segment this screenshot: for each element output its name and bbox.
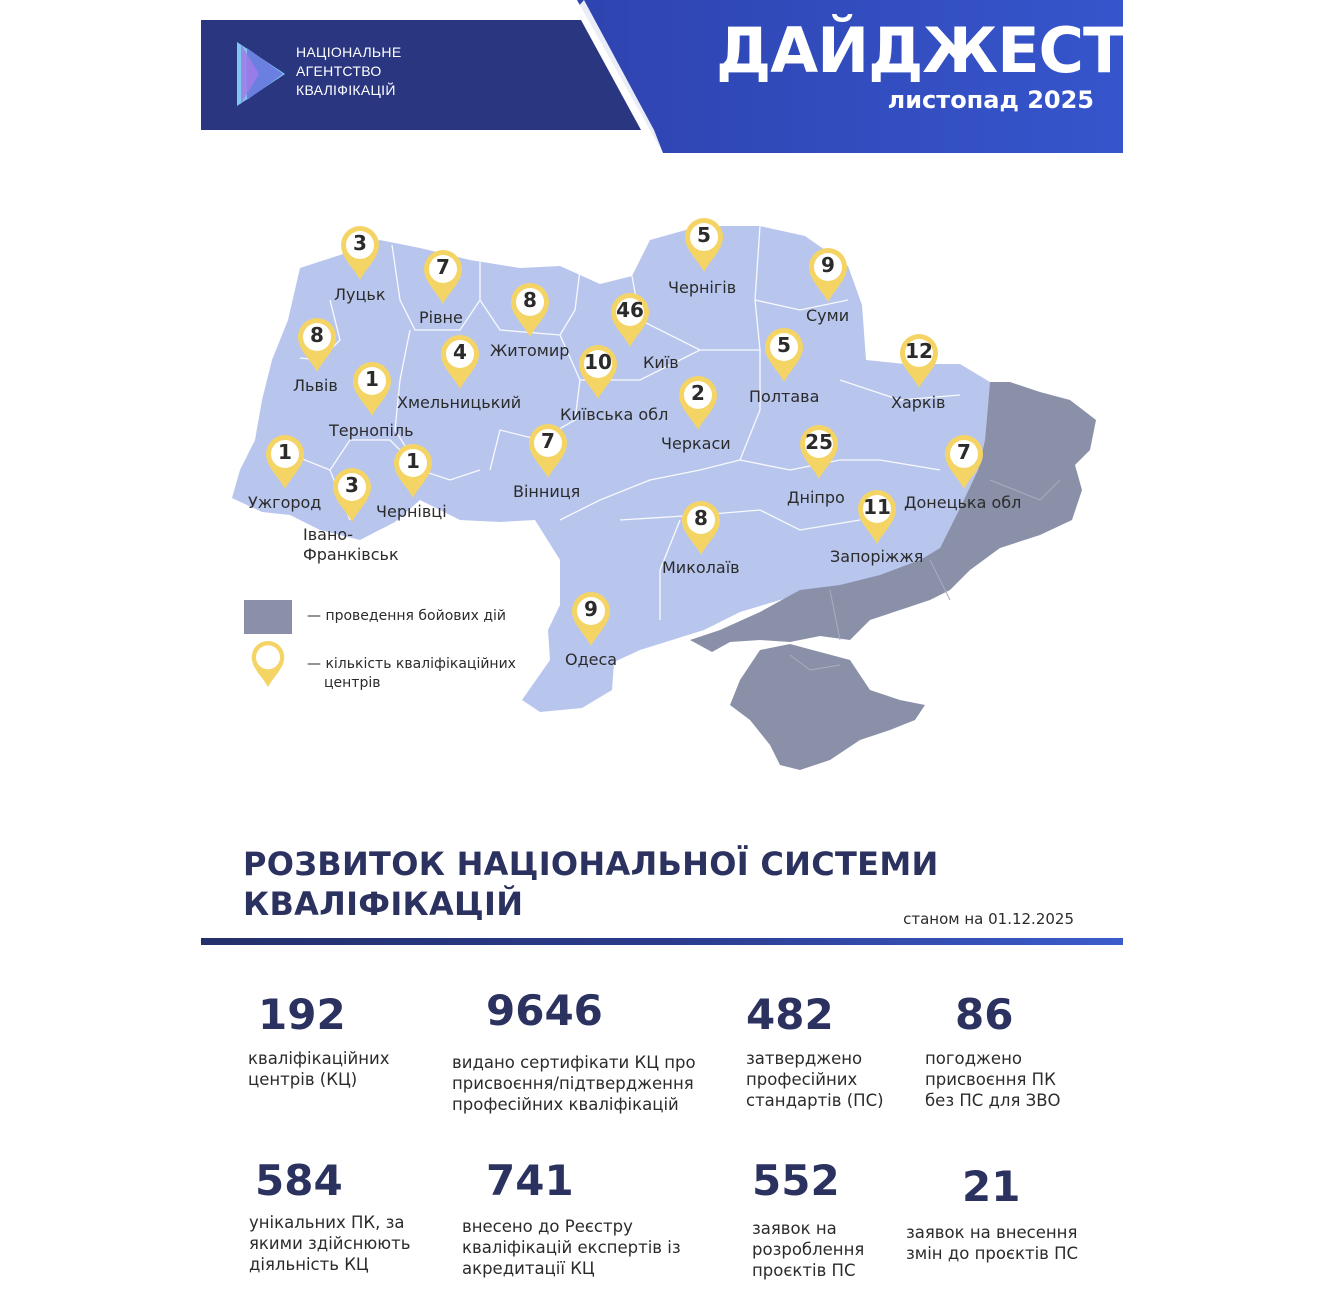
- legend-combat-label: — проведення бойових дій: [307, 608, 507, 624]
- stat-card: [925, 990, 1105, 1111]
- stat-description: [925, 1048, 1105, 1111]
- pin-count: 8: [694, 506, 708, 530]
- digest-title: ДАЙДЖЕСТ: [716, 14, 1125, 87]
- stat-desc-line: кваліфікацій експертів із: [462, 1238, 681, 1257]
- stat-desc-line: професійних кваліфікацій: [452, 1095, 679, 1114]
- pin-count: 3: [345, 473, 359, 497]
- map-pin-kyiv-oblast: [578, 345, 618, 401]
- stat-description: [752, 1218, 902, 1281]
- legend-centers-label: [307, 655, 516, 693]
- stat-desc-line: акредитації КЦ: [462, 1259, 595, 1278]
- digest-date: листопад 2025: [887, 86, 1094, 114]
- pin-count: 10: [584, 350, 612, 374]
- map-pin-poltava: [764, 328, 804, 384]
- map-pin-odesa: [571, 592, 611, 648]
- city-label: Луцьк: [334, 285, 386, 304]
- city-label: Одеса: [565, 650, 618, 669]
- pin-count: 1: [278, 440, 292, 464]
- stat-value: 9646: [486, 986, 603, 1035]
- agency-name-line: КВАЛІФІКАЦІЙ: [296, 82, 396, 98]
- stat-description: [248, 1048, 438, 1090]
- map-pin-lviv: [297, 318, 337, 374]
- city-label: Ужгород: [248, 493, 322, 512]
- stat-value: 552: [752, 1156, 840, 1205]
- map-pin-sumy: [808, 248, 848, 304]
- stat-description: [906, 1222, 1106, 1264]
- pin-count: 11: [863, 495, 891, 519]
- city-label: Київ: [643, 353, 679, 372]
- stat-desc-line: унікальних ПК, за: [249, 1213, 405, 1232]
- city-label: Суми: [806, 306, 850, 325]
- city-label: Миколаїв: [662, 558, 740, 577]
- legend-pin-icon: [250, 641, 286, 689]
- stat-desc-line: присвоєння ПК: [925, 1070, 1056, 1089]
- stat-desc-line: якими здійснюють: [249, 1234, 411, 1253]
- map-pin-donetsk-oblast: [944, 435, 984, 491]
- stat-desc-line: розроблення: [752, 1240, 865, 1259]
- pin-count: 12: [905, 339, 933, 363]
- map-pin-dnipro: [799, 425, 839, 481]
- agency-name-line: НАЦІОНАЛЬНЕ: [296, 44, 402, 60]
- pin-count: 9: [584, 597, 598, 621]
- pin-count: 5: [777, 333, 791, 357]
- city-label: Дніпро: [787, 488, 845, 507]
- city-label: Черкаси: [661, 434, 731, 453]
- section-divider: [201, 938, 1123, 945]
- city-label: Львів: [293, 376, 338, 395]
- stat-desc-line: внесено до Реєстру: [462, 1217, 633, 1236]
- stat-value: 584: [255, 1156, 343, 1205]
- pin-count: 7: [957, 440, 971, 464]
- stat-value: 741: [486, 1156, 574, 1205]
- legend-combat-swatch: [244, 600, 292, 634]
- map-pin-vinnytsia: [528, 424, 568, 480]
- pin-count: 9: [821, 253, 835, 277]
- stat-desc-line: без ПС для ЗВО: [925, 1091, 1061, 1110]
- stat-card: [746, 990, 906, 1111]
- stat-card: [249, 1156, 439, 1275]
- city-label: Івано- Франківськ: [303, 525, 399, 564]
- city-label: Донецька обл: [904, 493, 1022, 512]
- stat-desc-line: змін до проєктів ПС: [906, 1244, 1079, 1263]
- map-pin-chernihiv: [684, 218, 724, 274]
- pin-count: 25: [805, 430, 833, 454]
- stat-desc-line: професійних: [746, 1070, 858, 1089]
- pin-count: 4: [453, 340, 467, 364]
- crimea: [730, 644, 925, 770]
- map-pin-lutsk: [340, 226, 380, 282]
- map-pin-chernivtsi: [393, 444, 433, 500]
- map-pin-ivano-frankivsk: [332, 468, 372, 524]
- stat-value: 482: [746, 990, 834, 1039]
- section-title: [243, 844, 943, 924]
- map-pin-kharkiv: [899, 334, 939, 390]
- map-pin-zhytomyr: [510, 283, 550, 339]
- pin-count: 8: [523, 288, 537, 312]
- stat-description: [462, 1216, 712, 1279]
- stat-desc-line: видано сертифікати КЦ про: [452, 1053, 696, 1072]
- map-pin-zaporizhzhia: [857, 490, 897, 546]
- map-pin-rivne: [423, 250, 463, 306]
- city-label: Чернівці: [376, 502, 447, 521]
- pin-count: 1: [365, 367, 379, 391]
- city-label: Полтава: [749, 387, 820, 406]
- map-pin-cherkasy: [678, 376, 718, 432]
- stat-desc-line: затверджено: [746, 1049, 863, 1068]
- map-pin-ternopil: [352, 362, 392, 418]
- legend-line: — кількість кваліфікаційних: [307, 656, 516, 672]
- map-pin-kyiv: [610, 293, 650, 349]
- stat-card: [906, 1162, 1106, 1264]
- stat-description: [746, 1048, 906, 1111]
- stat-desc-line: погоджено: [925, 1049, 1022, 1068]
- pin-count: 5: [697, 223, 711, 247]
- stat-description: [249, 1212, 439, 1275]
- section-title-line: РОЗВИТОК НАЦІОНАЛЬНОЇ СИСТЕМИ: [243, 845, 939, 883]
- stat-card: [462, 1156, 712, 1279]
- stat-value: 192: [258, 990, 346, 1039]
- city-label: Харків: [891, 393, 946, 412]
- section-title-line: КВАЛІФІКАЦІЙ: [243, 885, 524, 923]
- map-pin-khmelnytskyi: [440, 335, 480, 391]
- stat-desc-line: заявок на: [752, 1219, 837, 1238]
- pin-count: 7: [541, 429, 555, 453]
- stat-desc-line: стандартів (ПС): [746, 1091, 884, 1110]
- stat-desc-line: центрів (КЦ): [248, 1070, 358, 1089]
- stat-value: 86: [955, 990, 1014, 1039]
- pin-count: 8: [310, 323, 324, 347]
- city-label: Запоріжжя: [830, 547, 924, 566]
- stat-card: [248, 990, 438, 1090]
- map-pin-uzhhorod: [265, 435, 305, 491]
- legend-line: центрів: [324, 675, 381, 691]
- pin-count: 7: [436, 255, 450, 279]
- stat-card: [452, 986, 722, 1115]
- as-of-date: станом на 01.12.2025: [903, 910, 1074, 928]
- city-label: Вінниця: [513, 482, 581, 501]
- stat-desc-line: присвоєння/підтвердження: [452, 1074, 694, 1093]
- agency-name-line: АГЕНТСТВО: [296, 63, 382, 79]
- pin-count: 3: [353, 231, 367, 255]
- stat-desc-line: діяльність КЦ: [249, 1255, 369, 1274]
- stat-value: 21: [962, 1162, 1021, 1211]
- stat-card: [752, 1156, 902, 1281]
- city-label: Чернігів: [668, 278, 737, 297]
- city-label: Житомир: [490, 341, 570, 360]
- stat-description: [452, 1052, 722, 1115]
- stat-desc-line: проєктів ПС: [752, 1261, 856, 1280]
- stat-desc-line: кваліфікаційних: [248, 1049, 390, 1068]
- pin-count: 1: [406, 449, 420, 473]
- map-pin-mykolaiv: [681, 501, 721, 557]
- city-label: Тернопіль: [329, 421, 414, 440]
- pin-count: 2: [691, 381, 705, 405]
- city-label: Хмельницький: [397, 393, 522, 412]
- pin-count: 46: [616, 298, 644, 322]
- stat-desc-line: заявок на внесення: [906, 1223, 1078, 1242]
- city-label: Київська обл: [560, 405, 669, 424]
- city-label: Рівне: [419, 308, 463, 327]
